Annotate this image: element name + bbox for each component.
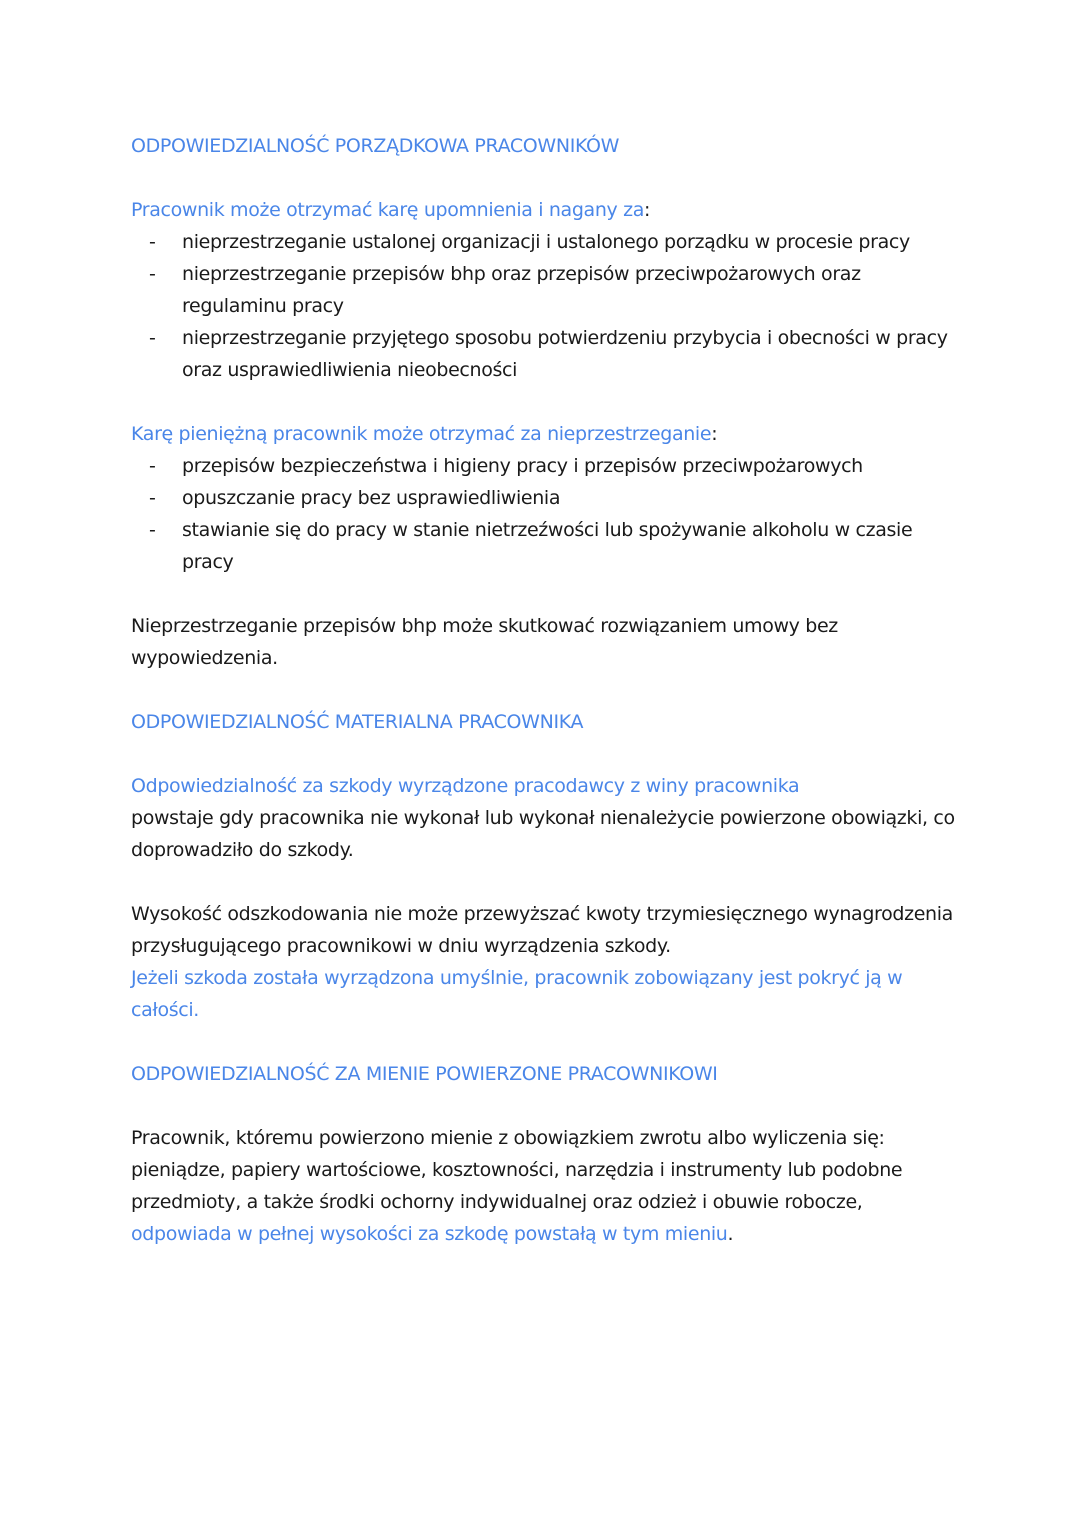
fine-intro-text: Karę pieniężną pracownik może otrzymać za nieprzestrzeganie	[131, 423, 712, 445]
section-heading-disciplinary: ODPOWIEDZIALNOŚĆ PORZĄDKOWA PRACOWNIKÓW	[131, 135, 620, 157]
entrusted-property-suffix: .	[727, 1223, 734, 1245]
list-item: - nieprzestrzeganie przepisów bhp oraz przepisów przeciwpożarowych oraz regulaminu pracy	[131, 258, 961, 322]
fine-intro	[131, 418, 961, 450]
list-item: - nieprzestrzeganie przyjętego sposobu potwierdzeniu przybycia i obecności w pracy oraz usprawiedliwienia nieobecności	[131, 322, 961, 386]
disciplinary-intro-suffix: :	[644, 199, 651, 221]
intentional-damage: Jeżeli szkoda została wyrządzona umyślnie, pracownik zobowiązany jest pokryć ją w całości.	[131, 967, 903, 1021]
list-item: - opuszczanie pracy bez usprawiedliwienia	[131, 482, 961, 514]
entrusted-property-body	[131, 1122, 961, 1250]
entrusted-property-text: Pracownik, któremu powierzono mienie z obowiązkiem zwrotu albo wyliczenia się: pieniądze, papiery wartościowe, kosztowności, narzędzia i instrumenty lub podobne przedmioty, a także środki ochorny indywidualnej oraz odzież i obuwie robocze,	[131, 1127, 903, 1213]
list-item: - stawianie się do pracy w stanie nietrzeźwości lub spożywanie alkoholu w czasie pracy	[131, 514, 961, 578]
fine-intro-suffix: :	[711, 423, 718, 445]
document-page	[131, 130, 961, 1250]
fine-list	[131, 450, 961, 578]
list-item: - nieprzestrzeganie ustalonej organizacji i ustalonego porządku w procesie pracy	[131, 226, 961, 258]
disciplinary-intro-text: Pracownik może otrzymać karę upomnienia i nagany za	[131, 199, 645, 221]
bhp-note: Nieprzestrzeganie przepisów bhp może skutkować rozwiązaniem umowy bez wypowiedzenia.	[131, 615, 838, 669]
material-body: powstaje gdy pracownika nie wykonał lub wykonał nienależycie powierzone obowiązki, co doprowadziło do szkody.	[131, 807, 955, 861]
disciplinary-list	[131, 226, 961, 386]
list-item: - przepisów bezpieczeństwa i higieny pracy i przepisów przeciwpożarowych	[131, 450, 961, 482]
material-intro: Odpowiedzialność za szkody wyrządzone pracodawcy z winy pracownika	[131, 775, 800, 797]
disciplinary-intro	[131, 194, 961, 226]
section-heading-entrusted-property: ODPOWIEDZIALNOŚĆ ZA MIENIE POWIERZONE PRACOWNIKOWI	[131, 1063, 718, 1085]
entrusted-property-conclusion: odpowiada w pełnej wysokości za szkodę powstałą w tym mieniu	[131, 1223, 728, 1245]
section-heading-material: ODPOWIEDZIALNOŚĆ MATERIALNA PRACOWNIKA	[131, 711, 584, 733]
compensation-limit: Wysokość odszkodowania nie może przewyższać kwoty trzymiesięcznego wynagrodzenia przysługującego pracownikowi w dniu wyrządzenia szkody.	[131, 903, 953, 957]
